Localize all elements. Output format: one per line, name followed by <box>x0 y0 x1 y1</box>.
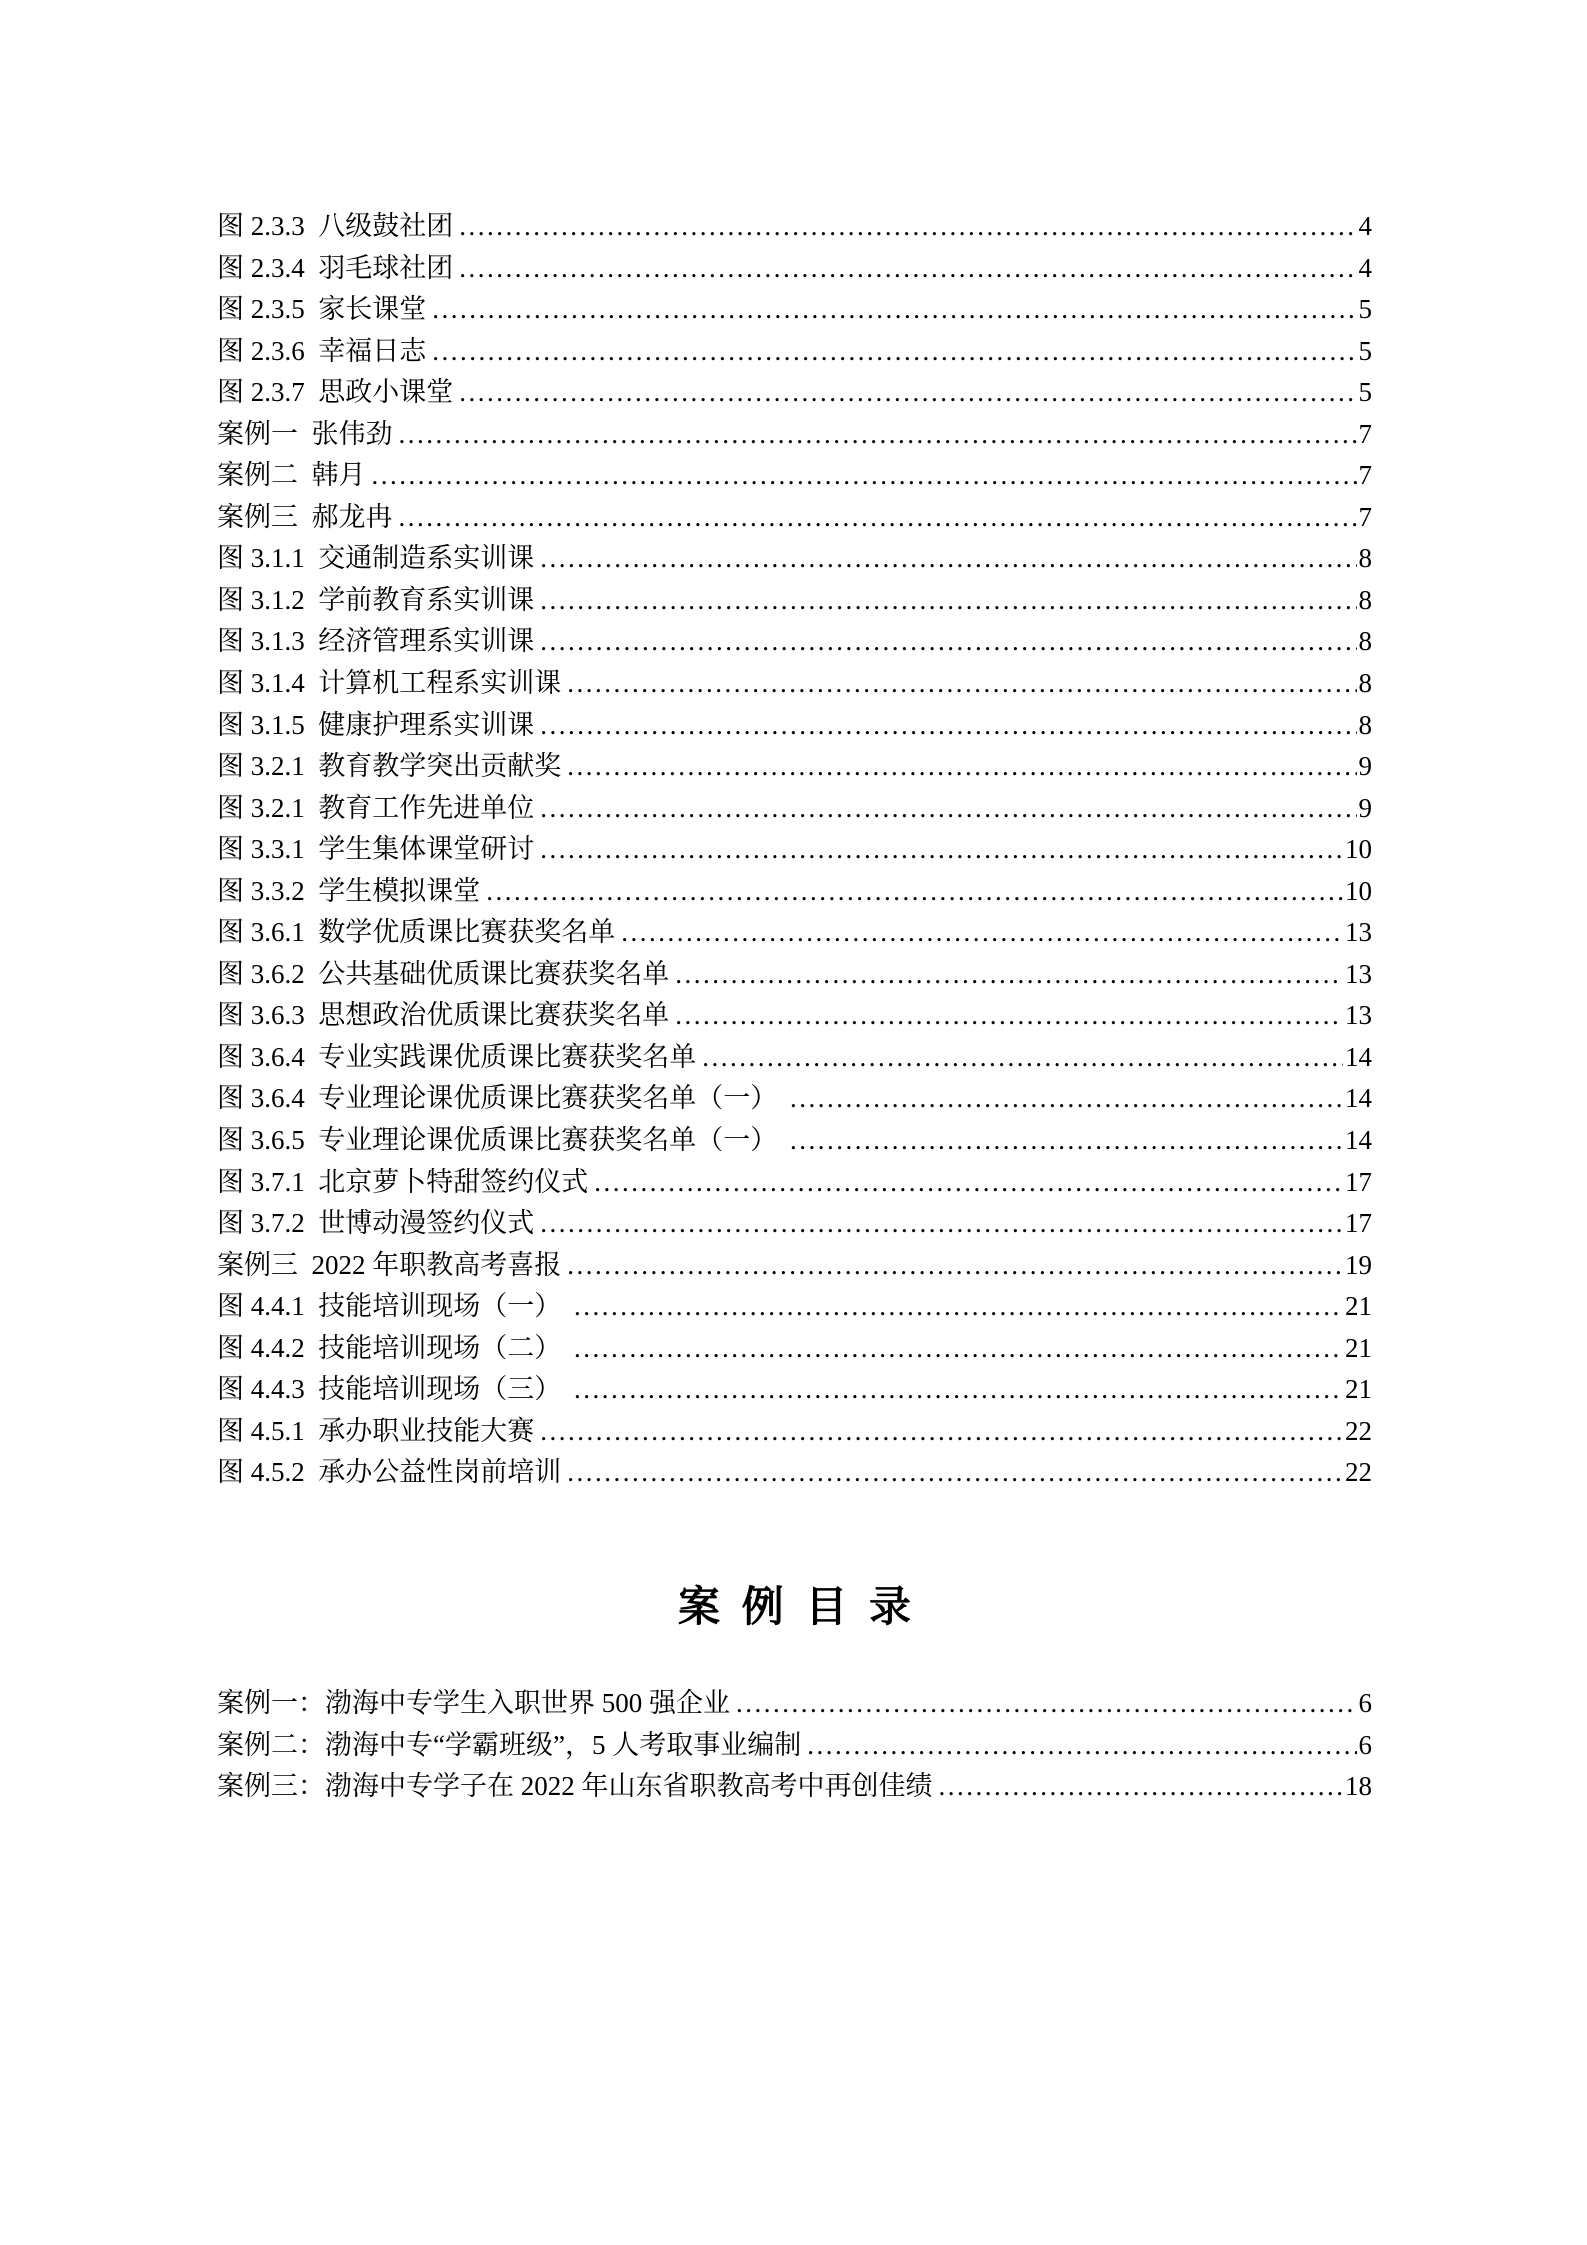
toc-entry-label: 图 3.6.4 专业理论课优质课比赛获奖名单（一） <box>217 1083 784 1114</box>
toc-page-number: 6 <box>1358 1729 1372 1760</box>
toc-page-number: 5 <box>1358 377 1372 408</box>
toc-leader-dots <box>594 1162 1343 1204</box>
toc-entry-label: 图 2.3.3 八级鼓社团 <box>217 211 454 241</box>
toc-entry-row[interactable] <box>217 580 1372 622</box>
cases-toc-list <box>217 1683 1372 1808</box>
toc-leader-dots <box>702 1037 1343 1079</box>
toc-leader-dots <box>459 372 1356 414</box>
toc-entry-row[interactable] <box>217 289 1372 331</box>
toc-entry-label: 案例三 2022 年职教高考喜报 <box>217 1249 562 1280</box>
toc-page-number: 4 <box>1358 211 1372 241</box>
toc-page-number: 19 <box>1345 1249 1372 1280</box>
toc-entry-row[interactable] <box>217 621 1372 663</box>
toc-leader-dots <box>567 663 1356 705</box>
toc-page-number: 8 <box>1358 709 1372 740</box>
toc-leader-dots <box>540 1203 1343 1245</box>
toc-leader-dots <box>736 1683 1357 1725</box>
toc-leader-dots <box>399 497 1357 539</box>
toc-entry-label: 图 3.1.4 计算机工程系实训课 <box>217 668 562 699</box>
toc-entry-label: 图 4.4.1 技能培训现场（一） <box>217 1291 568 1322</box>
toc-entry-label: 图 4.5.2 承办公益性岗前培训 <box>217 1457 562 1488</box>
toc-page-number: 7 <box>1358 418 1372 449</box>
toc-entry-label: 图 3.2.1 教育教学突出贡献奖 <box>217 751 562 782</box>
toc-entry-label: 图 3.1.3 经济管理系实训课 <box>217 626 535 657</box>
toc-leader-dots <box>486 871 1343 913</box>
toc-entry-row[interactable] <box>217 248 1372 290</box>
toc-page-number: 13 <box>1345 917 1372 948</box>
toc-entry-label: 案例一 张伟劲 <box>217 418 393 449</box>
toc-entry-row[interactable] <box>217 663 1372 705</box>
toc-entry-row[interactable] <box>217 705 1372 747</box>
toc-entry-row[interactable] <box>217 331 1372 373</box>
toc-entry-row[interactable] <box>217 372 1372 414</box>
toc-page-number: 10 <box>1345 875 1372 906</box>
toc-entry-label: 图 3.3.2 学生模拟课堂 <box>217 875 481 906</box>
toc-entry-label: 图 3.6.3 思想政治优质课比赛获奖名单 <box>217 1000 670 1031</box>
toc-entry-label: 图 2.3.4 羽毛球社团 <box>217 252 454 283</box>
toc-entry-row[interactable] <box>217 788 1372 830</box>
toc-leader-dots <box>372 455 1357 497</box>
toc-entry-label: 图 3.3.1 学生集体课堂研讨 <box>217 834 535 865</box>
toc-page-number: 18 <box>1345 1771 1372 1802</box>
toc-entry-label: 案例三：渤海中专学子在 2022 年山东省职教高考中再创佳绩 <box>217 1771 933 1802</box>
document-page <box>217 206 1372 1808</box>
toc-entry-row[interactable] <box>217 1286 1372 1328</box>
toc-page-number: 17 <box>1345 1166 1372 1197</box>
toc-leader-dots <box>540 1411 1343 1453</box>
toc-leader-dots <box>540 621 1356 663</box>
toc-leader-dots <box>621 912 1343 954</box>
toc-entry-label: 图 2.3.5 家长课堂 <box>217 294 427 325</box>
toc-entry-row[interactable] <box>217 1725 1372 1767</box>
toc-page-number: 14 <box>1345 1041 1372 1072</box>
toc-leader-dots <box>399 414 1357 456</box>
toc-entry-row[interactable] <box>217 1078 1372 1120</box>
toc-entry-row[interactable] <box>217 497 1372 539</box>
toc-leader-dots <box>540 705 1356 747</box>
toc-page-number: 13 <box>1345 1000 1372 1031</box>
toc-leader-dots <box>675 954 1343 996</box>
toc-page-number: 22 <box>1345 1415 1372 1446</box>
toc-entry-row[interactable] <box>217 1683 1372 1725</box>
toc-page-number: 17 <box>1345 1208 1372 1239</box>
toc-leader-dots <box>675 995 1343 1037</box>
toc-entry-row[interactable] <box>217 829 1372 871</box>
toc-leader-dots <box>574 1328 1343 1370</box>
toc-page-number: 5 <box>1358 335 1372 366</box>
toc-entry-row[interactable] <box>217 1328 1372 1370</box>
toc-page-number: 22 <box>1345 1457 1372 1488</box>
toc-page-number: 8 <box>1358 543 1372 574</box>
toc-leader-dots <box>574 1286 1343 1328</box>
toc-entry-label: 图 3.7.2 世博动漫签约仪式 <box>217 1208 535 1239</box>
toc-page-number: 7 <box>1358 460 1372 491</box>
toc-entry-row[interactable] <box>217 1452 1372 1494</box>
toc-leader-dots <box>790 1078 1343 1120</box>
toc-page-number: 8 <box>1358 668 1372 699</box>
toc-page-number: 14 <box>1345 1125 1372 1156</box>
toc-leader-dots <box>807 1725 1356 1767</box>
toc-entry-row[interactable] <box>217 414 1372 456</box>
toc-page-number: 10 <box>1345 834 1372 865</box>
toc-entry-row[interactable] <box>217 1120 1372 1162</box>
toc-page-number: 9 <box>1358 751 1372 782</box>
toc-entry-row[interactable] <box>217 455 1372 497</box>
toc-entry-label: 图 3.1.1 交通制造系实训课 <box>217 543 535 574</box>
toc-entry-label: 图 4.4.3 技能培训现场（三） <box>217 1374 568 1405</box>
toc-entry-row[interactable] <box>217 954 1372 996</box>
toc-leader-dots <box>790 1120 1343 1162</box>
toc-leader-dots <box>432 289 1356 331</box>
toc-entry-label: 图 3.6.2 公共基础优质课比赛获奖名单 <box>217 958 670 989</box>
toc-leader-dots <box>459 206 1356 248</box>
toc-page-number: 8 <box>1358 626 1372 657</box>
toc-entry-label: 图 3.6.5 专业理论课优质课比赛获奖名单（一） <box>217 1125 784 1156</box>
toc-page-number: 21 <box>1345 1291 1372 1322</box>
toc-leader-dots <box>540 829 1343 871</box>
toc-leader-dots <box>540 580 1356 622</box>
toc-entry-row[interactable] <box>217 1411 1372 1453</box>
toc-leader-dots <box>567 1245 1343 1287</box>
toc-entry-label: 图 3.6.4 专业实践课优质课比赛获奖名单 <box>217 1041 697 1072</box>
toc-page-number: 6 <box>1358 1687 1372 1718</box>
toc-entry-row[interactable] <box>217 746 1372 788</box>
toc-entry-row[interactable] <box>217 1203 1372 1245</box>
toc-entry-row[interactable] <box>217 1162 1372 1204</box>
toc-entry-row[interactable] <box>217 1037 1372 1079</box>
toc-entry-label: 案例二：渤海中专“学霸班级”，5 人考取事业编制 <box>217 1729 802 1760</box>
toc-entry-row[interactable] <box>217 995 1372 1037</box>
toc-page-number: 21 <box>1345 1374 1372 1405</box>
toc-leader-dots <box>459 248 1356 290</box>
toc-entry-row[interactable] <box>217 871 1372 913</box>
toc-entry-label: 图 3.7.1 北京萝卜特甜签约仪式 <box>217 1166 589 1197</box>
toc-entry-label: 图 3.1.2 学前教育系实训课 <box>217 584 535 615</box>
toc-page-number: 13 <box>1345 958 1372 989</box>
toc-entry-label: 图 3.1.5 健康护理系实训课 <box>217 709 535 740</box>
toc-entry-label: 图 2.3.6 幸福日志 <box>217 335 427 366</box>
toc-page-number: 4 <box>1358 252 1372 283</box>
toc-page-number: 8 <box>1358 584 1372 615</box>
toc-leader-dots <box>540 788 1356 830</box>
toc-entry-row[interactable] <box>217 206 1372 248</box>
toc-entry-row[interactable] <box>217 1369 1372 1411</box>
toc-leader-dots <box>567 746 1356 788</box>
toc-entry-row[interactable] <box>217 1766 1372 1808</box>
toc-page-number: 9 <box>1358 792 1372 823</box>
toc-page-number: 5 <box>1358 294 1372 325</box>
toc-leader-dots <box>432 331 1356 373</box>
toc-leader-dots <box>574 1369 1343 1411</box>
toc-leader-dots <box>567 1452 1343 1494</box>
toc-entry-label: 图 4.5.1 承办职业技能大赛 <box>217 1415 535 1446</box>
toc-page-number: 7 <box>1358 501 1372 532</box>
cases-toc-title: 案 例 目 录 <box>677 1582 911 1630</box>
toc-entry-label: 图 4.4.2 技能培训现场（二） <box>217 1332 568 1363</box>
toc-entry-row[interactable] <box>217 912 1372 954</box>
figures-toc-list <box>217 206 1372 1494</box>
toc-entry-row[interactable] <box>217 538 1372 580</box>
toc-page-number: 14 <box>1345 1083 1372 1114</box>
toc-leader-dots <box>939 1766 1344 1808</box>
toc-entry-label: 图 2.3.7 思政小课堂 <box>217 377 454 408</box>
toc-entry-row[interactable] <box>217 1245 1372 1287</box>
toc-entry-label: 案例三 郝龙冉 <box>217 501 393 532</box>
toc-entry-label: 图 3.6.1 数学优质课比赛获奖名单 <box>217 917 616 948</box>
toc-entry-label: 案例二 韩月 <box>217 460 366 491</box>
toc-page-number: 21 <box>1345 1332 1372 1363</box>
toc-entry-label: 案例一：渤海中专学生入职世界 500 强企业 <box>217 1687 730 1718</box>
toc-entry-label: 图 3.2.1 教育工作先进单位 <box>217 792 535 823</box>
toc-leader-dots <box>540 538 1356 580</box>
